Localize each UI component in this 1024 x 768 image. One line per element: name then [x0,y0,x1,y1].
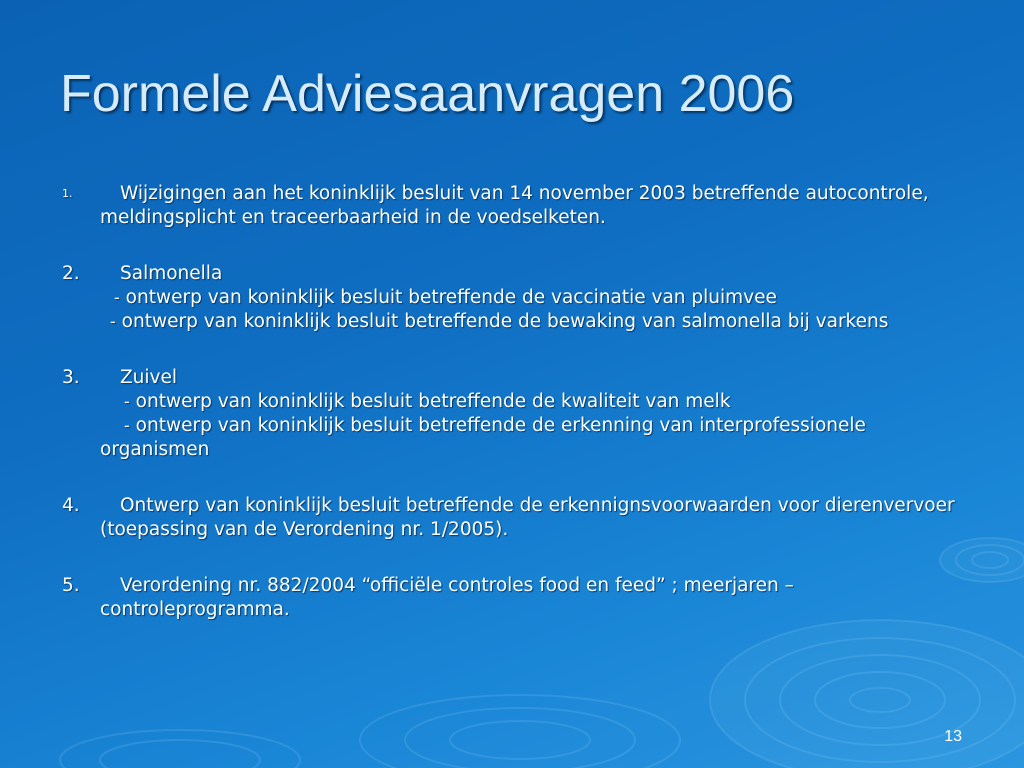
item-text: Zuivel [120,367,178,388]
sub-item [62,310,962,334]
item-number: 3. [62,367,80,388]
item-number: 2. [62,263,80,284]
list-item-4 [62,494,962,542]
advice-request-list [62,182,962,622]
item-text: Salmonella [120,263,223,284]
list-item-2 [62,262,962,286]
item-number: 1. [62,187,73,200]
dash-bullet: - [124,392,130,411]
sub-item [62,286,962,310]
item-text: Wijzigingen aan het koninklijk besluit van 14 november 2003 betreffende autocontrole, meldingsplicht en traceerbaarheid in de voedselketen. [100,183,929,228]
sub-item [62,414,962,462]
list-item-1 [62,182,962,230]
item-text: Verordening nr. 882/2004 “officiële controles food en feed” ; meerjaren – controleprogramma. [100,575,794,620]
list-item-3 [62,366,962,390]
item-number: 4. [62,495,80,516]
sub-item-text: ontwerp van koninklijk besluit betreffende de kwaliteit van melk [135,391,731,412]
slide-title: Formele Adviesaanvragen 2006 [60,65,795,123]
page-number: 13 [944,728,962,745]
item-text: Ontwerp van koninklijk besluit betreffende de erkennignsvoorwaarden voor dierenvervoer (toepassing van de Verordening nr. 1/2005). [100,495,955,540]
list-item-5 [62,574,962,622]
sub-item-text: ontwerp van koninklijk besluit betreffende de vaccinatie van pluimvee [125,287,777,308]
dash-bullet: - [124,416,130,435]
item-number: 5. [62,575,80,596]
sub-item-text: ontwerp van koninklijk besluit betreffende de bewaking van salmonella bij varkens [121,311,889,332]
dash-bullet: - [110,312,116,331]
sub-item [62,390,962,414]
sub-item-text: ontwerp van koninklijk besluit betreffende de erkenning van interprofessionele organismen [100,415,866,460]
dash-bullet: - [114,288,120,307]
